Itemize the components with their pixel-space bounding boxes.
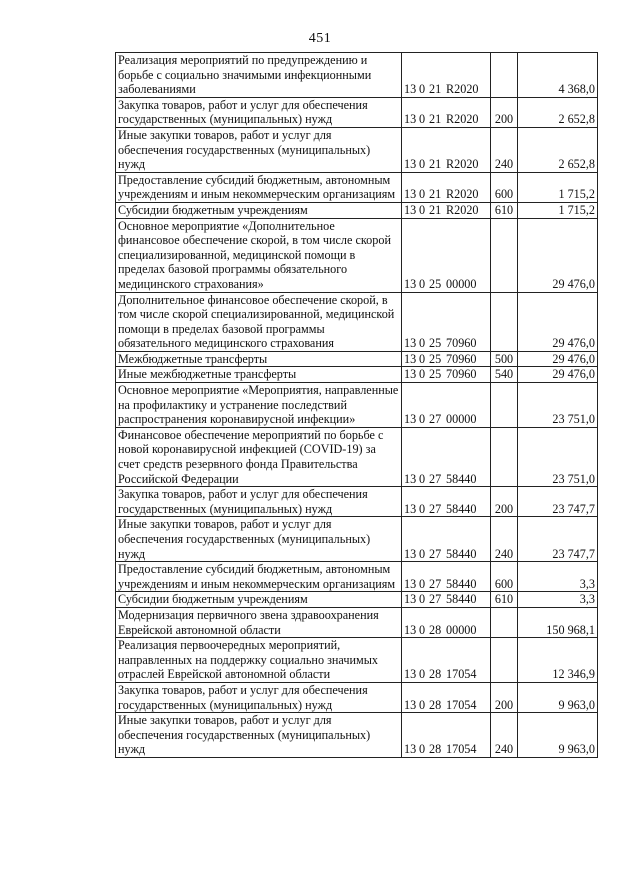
target-article-code <box>402 517 491 562</box>
target-article-code <box>402 97 491 127</box>
target-article-code <box>402 127 491 172</box>
amount-value: 29 476,0 <box>518 367 598 383</box>
code-part-p3: 25 <box>429 276 442 291</box>
expense-type-code <box>491 427 518 486</box>
expense-type-code: 600 <box>491 172 518 202</box>
code-part-p3: 28 <box>429 667 442 682</box>
code-part-p4: R2020 <box>446 157 479 172</box>
amount-value: 9 963,0 <box>518 682 598 712</box>
expense-type-code <box>491 53 518 98</box>
code-part-p4: 17054 <box>446 667 477 682</box>
amount-value: 29 476,0 <box>518 292 598 351</box>
code-part-p4: 58440 <box>446 471 477 486</box>
amount-value: 23 747,7 <box>518 517 598 562</box>
amount-value: 1 715,2 <box>518 202 598 218</box>
expense-type-code: 610 <box>491 202 518 218</box>
table-row <box>116 638 598 683</box>
row-description: Реализация мероприятий по предупреждению и борьбе с социально значимыми инфекционными заболеваниями <box>116 53 402 98</box>
code-part-p2: 0 <box>419 546 426 561</box>
amount-value: 3,3 <box>518 592 598 608</box>
code-part-p3: 27 <box>429 546 442 561</box>
code-part-p1: 13 <box>404 112 417 127</box>
code-part-p1: 13 <box>404 82 417 97</box>
code-part-p1: 13 <box>404 367 417 382</box>
amount-value: 12 346,9 <box>518 638 598 683</box>
row-description: Основное мероприятие «Мероприятия, направленные на профилактику и устранение последствий распространения коронавирусной инфекции» <box>116 383 402 428</box>
budget-table <box>115 52 598 758</box>
table-row <box>116 383 598 428</box>
code-part-p3: 27 <box>429 412 442 427</box>
code-part-p4: R2020 <box>446 202 479 217</box>
target-article-code <box>402 427 491 486</box>
code-part-p3: 27 <box>429 501 442 516</box>
code-part-p3: 27 <box>429 592 442 607</box>
row-description: Иные закупки товаров, работ и услуг для обеспечения государственных (муниципальных) нужд <box>116 713 402 758</box>
code-part-p1: 13 <box>404 351 417 366</box>
expense-type-code: 200 <box>491 487 518 517</box>
code-part-p4: 00000 <box>446 276 477 291</box>
row-description: Субсидии бюджетным учреждениям <box>116 202 402 218</box>
code-part-p1: 13 <box>404 576 417 591</box>
expense-type-code: 200 <box>491 682 518 712</box>
code-part-p2: 0 <box>419 501 426 516</box>
code-part-p4: 00000 <box>446 412 477 427</box>
code-part-p3: 25 <box>429 351 442 366</box>
expense-type-code: 540 <box>491 367 518 383</box>
expense-type-code <box>491 218 518 292</box>
code-part-p2: 0 <box>419 187 426 202</box>
code-part-p3: 25 <box>429 336 442 351</box>
code-part-p2: 0 <box>419 351 426 366</box>
target-article-code <box>402 713 491 758</box>
table-row <box>116 202 598 218</box>
code-part-p4: 70960 <box>446 367 477 382</box>
amount-value: 9 963,0 <box>518 713 598 758</box>
code-part-p1: 13 <box>404 157 417 172</box>
code-part-p1: 13 <box>404 336 417 351</box>
table-row <box>116 427 598 486</box>
target-article-code <box>402 218 491 292</box>
code-part-p4: 58440 <box>446 546 477 561</box>
code-part-p4: 58440 <box>446 501 477 516</box>
code-part-p1: 13 <box>404 276 417 291</box>
table-row <box>116 562 598 592</box>
expense-type-code: 240 <box>491 127 518 172</box>
row-description: Закупка товаров, работ и услуг для обеспечения государственных (муниципальных) нужд <box>116 487 402 517</box>
target-article-code <box>402 53 491 98</box>
code-part-p2: 0 <box>419 367 426 382</box>
code-part-p4: 58440 <box>446 592 477 607</box>
code-part-p3: 27 <box>429 576 442 591</box>
code-part-p3: 28 <box>429 622 442 637</box>
target-article-code <box>402 383 491 428</box>
row-description: Иные закупки товаров, работ и услуг для обеспечения государственных (муниципальных) нужд <box>116 517 402 562</box>
code-part-p3: 21 <box>429 82 442 97</box>
code-part-p3: 21 <box>429 187 442 202</box>
expense-type-code: 240 <box>491 517 518 562</box>
code-part-p4: 17054 <box>446 697 477 712</box>
target-article-code <box>402 562 491 592</box>
target-article-code <box>402 292 491 351</box>
amount-value: 23 747,7 <box>518 487 598 517</box>
row-description: Финансовое обеспечение мероприятий по борьбе с новой коронавирусной инфекцией (COVID-19) за счет средств резервного фонда Правительства Российской Федерации <box>116 427 402 486</box>
amount-value: 3,3 <box>518 562 598 592</box>
code-part-p2: 0 <box>419 202 426 217</box>
table-row <box>116 351 598 367</box>
code-part-p2: 0 <box>419 576 426 591</box>
code-part-p2: 0 <box>419 667 426 682</box>
row-description: Иные закупки товаров, работ и услуг для обеспечения государственных (муниципальных) нужд <box>116 127 402 172</box>
target-article-code <box>402 487 491 517</box>
table-row <box>116 367 598 383</box>
expense-type-code <box>491 607 518 637</box>
row-description: Закупка товаров, работ и услуг для обеспечения государственных (муниципальных) нужд <box>116 97 402 127</box>
table-row <box>116 292 598 351</box>
target-article-code <box>402 351 491 367</box>
code-part-p1: 13 <box>404 187 417 202</box>
code-part-p4: 70960 <box>446 351 477 366</box>
code-part-p2: 0 <box>419 82 426 97</box>
code-part-p1: 13 <box>404 546 417 561</box>
code-part-p2: 0 <box>419 622 426 637</box>
table-row <box>116 607 598 637</box>
row-description: Предоставление субсидий бюджетным, автономным учреждениям и иным некоммерческим организациям <box>116 562 402 592</box>
table-row <box>116 127 598 172</box>
amount-value: 4 368,0 <box>518 53 598 98</box>
code-part-p1: 13 <box>404 622 417 637</box>
amount-value: 2 652,8 <box>518 97 598 127</box>
amount-value: 29 476,0 <box>518 218 598 292</box>
code-part-p2: 0 <box>419 412 426 427</box>
table-row <box>116 592 598 608</box>
budget-table-body <box>116 53 598 758</box>
code-part-p1: 13 <box>404 501 417 516</box>
expense-type-code: 600 <box>491 562 518 592</box>
target-article-code <box>402 202 491 218</box>
code-part-p2: 0 <box>419 336 426 351</box>
table-row <box>116 172 598 202</box>
code-part-p2: 0 <box>419 157 426 172</box>
expense-type-code: 610 <box>491 592 518 608</box>
code-part-p4: R2020 <box>446 112 479 127</box>
code-part-p1: 13 <box>404 471 417 486</box>
row-description: Основное мероприятие «Дополнительное финансовое обеспечение скорой, в том числе скорой специализированной, медицинской помощи в пределах базовой программы обязательного медицинского страхования» <box>116 218 402 292</box>
expense-type-code: 240 <box>491 713 518 758</box>
target-article-code <box>402 638 491 683</box>
code-part-p2: 0 <box>419 276 426 291</box>
amount-value: 1 715,2 <box>518 172 598 202</box>
code-part-p1: 13 <box>404 667 417 682</box>
amount-value: 23 751,0 <box>518 383 598 428</box>
expense-type-code: 500 <box>491 351 518 367</box>
code-part-p3: 21 <box>429 157 442 172</box>
code-part-p2: 0 <box>419 471 426 486</box>
amount-value: 2 652,8 <box>518 127 598 172</box>
table-row <box>116 713 598 758</box>
code-part-p4: R2020 <box>446 187 479 202</box>
code-part-p2: 0 <box>419 697 426 712</box>
code-part-p2: 0 <box>419 742 426 757</box>
table-row <box>116 487 598 517</box>
target-article-code <box>402 172 491 202</box>
code-part-p1: 13 <box>404 697 417 712</box>
code-part-p4: 17054 <box>446 742 477 757</box>
page-number: 451 <box>308 31 332 46</box>
table-row <box>116 53 598 98</box>
table-row <box>116 682 598 712</box>
expense-type-code <box>491 383 518 428</box>
amount-value: 23 751,0 <box>518 427 598 486</box>
code-part-p4: R2020 <box>446 82 479 97</box>
code-part-p3: 28 <box>429 697 442 712</box>
table-row <box>116 517 598 562</box>
table-row <box>116 218 598 292</box>
code-part-p2: 0 <box>419 592 426 607</box>
target-article-code <box>402 682 491 712</box>
table-row <box>116 97 598 127</box>
code-part-p4: 00000 <box>446 622 477 637</box>
code-part-p3: 21 <box>429 202 442 217</box>
row-description: Иные межбюджетные трансферты <box>116 367 402 383</box>
expense-type-code <box>491 638 518 683</box>
row-description: Реализация первоочередных мероприятий, направленных на поддержку социально значимых отраслей Еврейской автономной области <box>116 638 402 683</box>
target-article-code <box>402 592 491 608</box>
amount-value: 150 968,1 <box>518 607 598 637</box>
code-part-p4: 70960 <box>446 336 477 351</box>
target-article-code <box>402 607 491 637</box>
expense-type-code: 200 <box>491 97 518 127</box>
code-part-p1: 13 <box>404 202 417 217</box>
row-description: Дополнительное финансовое обеспечение скорой, в том числе скорой специализированной, медицинской помощи в пределах базовой программы обязательного медицинского страхования <box>116 292 402 351</box>
code-part-p3: 25 <box>429 367 442 382</box>
code-part-p1: 13 <box>404 412 417 427</box>
code-part-p1: 13 <box>404 592 417 607</box>
code-part-p3: 21 <box>429 112 442 127</box>
expense-type-code <box>491 292 518 351</box>
row-description: Модернизация первичного звена здравоохранения Еврейской автономной области <box>116 607 402 637</box>
row-description: Субсидии бюджетным учреждениям <box>116 592 402 608</box>
row-description: Закупка товаров, работ и услуг для обеспечения государственных (муниципальных) нужд <box>116 682 402 712</box>
code-part-p4: 58440 <box>446 576 477 591</box>
row-description: Предоставление субсидий бюджетным, автономным учреждениям и иным некоммерческим организациям <box>116 172 402 202</box>
row-description: Межбюджетные трансферты <box>116 351 402 367</box>
code-part-p3: 27 <box>429 471 442 486</box>
amount-value: 29 476,0 <box>518 351 598 367</box>
code-part-p2: 0 <box>419 112 426 127</box>
target-article-code <box>402 367 491 383</box>
code-part-p1: 13 <box>404 742 417 757</box>
code-part-p3: 28 <box>429 742 442 757</box>
